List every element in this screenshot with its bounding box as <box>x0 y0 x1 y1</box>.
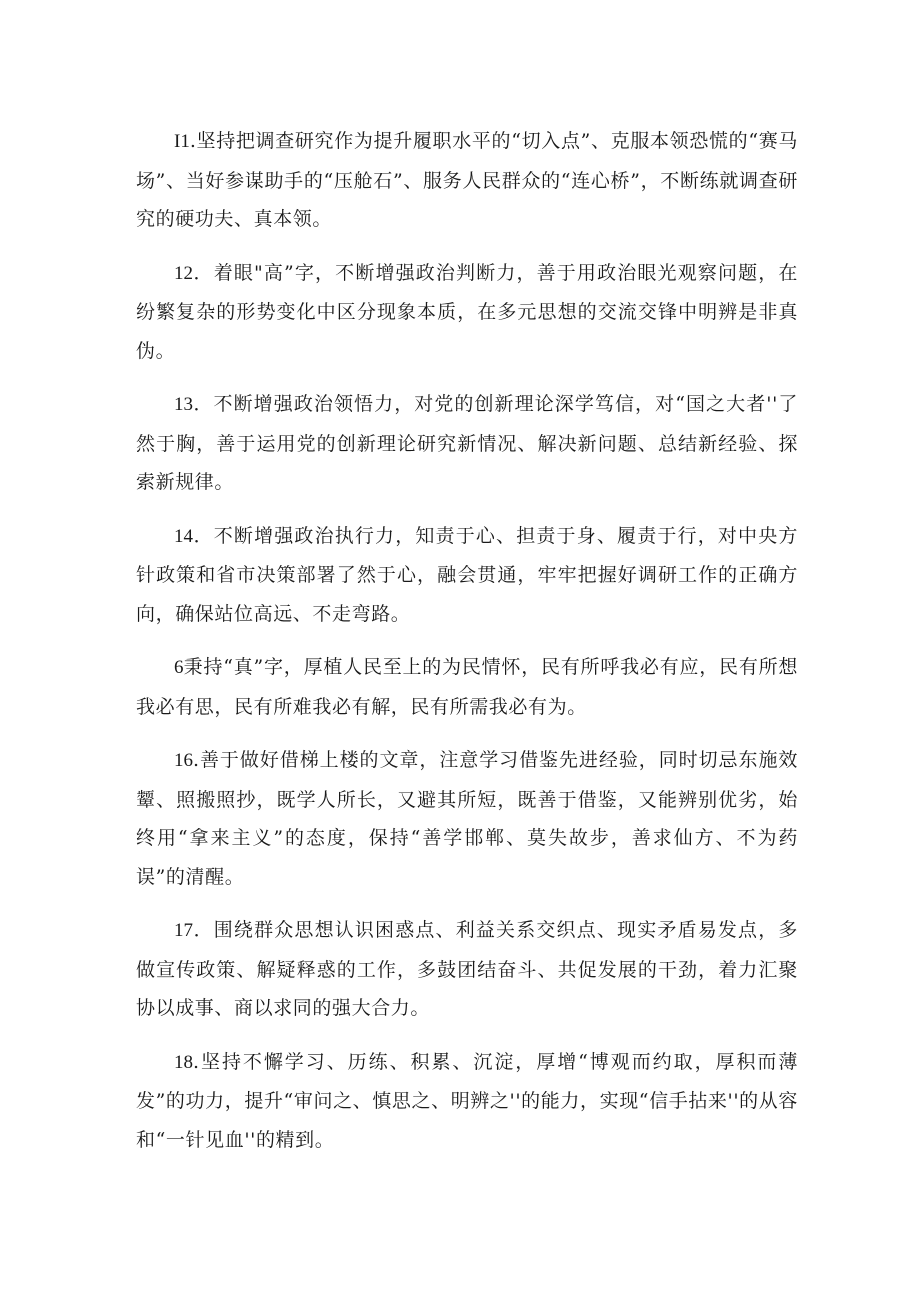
paragraph-14 <box>136 517 798 634</box>
paragraph-number: 13 <box>174 394 193 415</box>
paragraph-text: ．围绕群众思想认识困惑点、利益关系交织点、现实矛盾易发点，多做宣传政策、解疑释惑的工作，多鼓团结奋斗、共促发展的干劲，着力汇聚协以成事、商以求同的强大合力。 <box>136 919 798 1019</box>
paragraph-text: ．不断增强政治领悟力，对党的创新理论深学笃信，对“国之大者''了然于胸，善于运用党的创新理论研究新情况、解决新问题、总结新经验、探索新规律。 <box>136 393 798 493</box>
paragraph-text: .坚持把调查研究作为提升履职水平的“切入点”、克服本领恐慌的“赛马场”、当好参谋助手的“压舱石”、服务人民群众的“连心桥”，不断练就调查研究的硬功夫、真本领。 <box>136 130 798 230</box>
paragraph-text: .坚持不懈学习、历练、积累、沉淀，厚增“博观而约取，厚积而薄发”的功力，提升“审问之、慎思之、明辨之''的能力，实现“信手拈来''的从容和“一针见血''的精到。 <box>136 1050 798 1151</box>
paragraph-text: 秉持“真”字，厚植人民至上的为民情怀，民有所呼我必有应，民有所想我必有思，民有所难我必有解，民有所需我必有为。 <box>136 656 798 718</box>
paragraph-number: 17 <box>174 920 193 941</box>
document-body <box>136 122 798 1159</box>
paragraph-15 <box>136 648 798 726</box>
paragraph-number: I1 <box>174 131 190 152</box>
paragraph-text: .善于做好借梯上楼的文章，注意学习借鉴先进经验，同时切忌东施效颦、照搬照抄，既学人所长，又避其所短，既善于借鉴，又能辨别优劣，始终用“拿来主义”的态度，保持“善学邯郸、莫失故步，善求仙方、不为药误”的清醒。 <box>136 749 798 888</box>
paragraph-11 <box>136 122 798 239</box>
paragraph-13 <box>136 385 798 502</box>
paragraph-number: 16 <box>174 750 193 771</box>
paragraph-18 <box>136 1043 798 1160</box>
paragraph-number: 12 <box>174 262 193 284</box>
paragraph-number: 14 <box>174 525 193 547</box>
paragraph-number: 6 <box>174 657 184 678</box>
paragraph-16 <box>136 741 798 896</box>
paragraph-12 <box>136 254 798 371</box>
paragraph-17 <box>136 911 798 1028</box>
paragraph-text: ．着眼"高”字，不断增强政治判断力，善于用政治眼光观察问题，在纷繁复杂的形势变化中区分现象本质，在多元思想的交流交锋中明辨是非真伪。 <box>136 261 798 362</box>
paragraph-number: 18 <box>174 1051 193 1073</box>
paragraph-text: ．不断增强政治执行力，知责于心、担责于身、履责于行，对中央方针政策和省市决策部署了然于心，融会贯通，牢牢把握好调研工作的正确方向，确保站位高远、不走弯路。 <box>136 524 798 625</box>
